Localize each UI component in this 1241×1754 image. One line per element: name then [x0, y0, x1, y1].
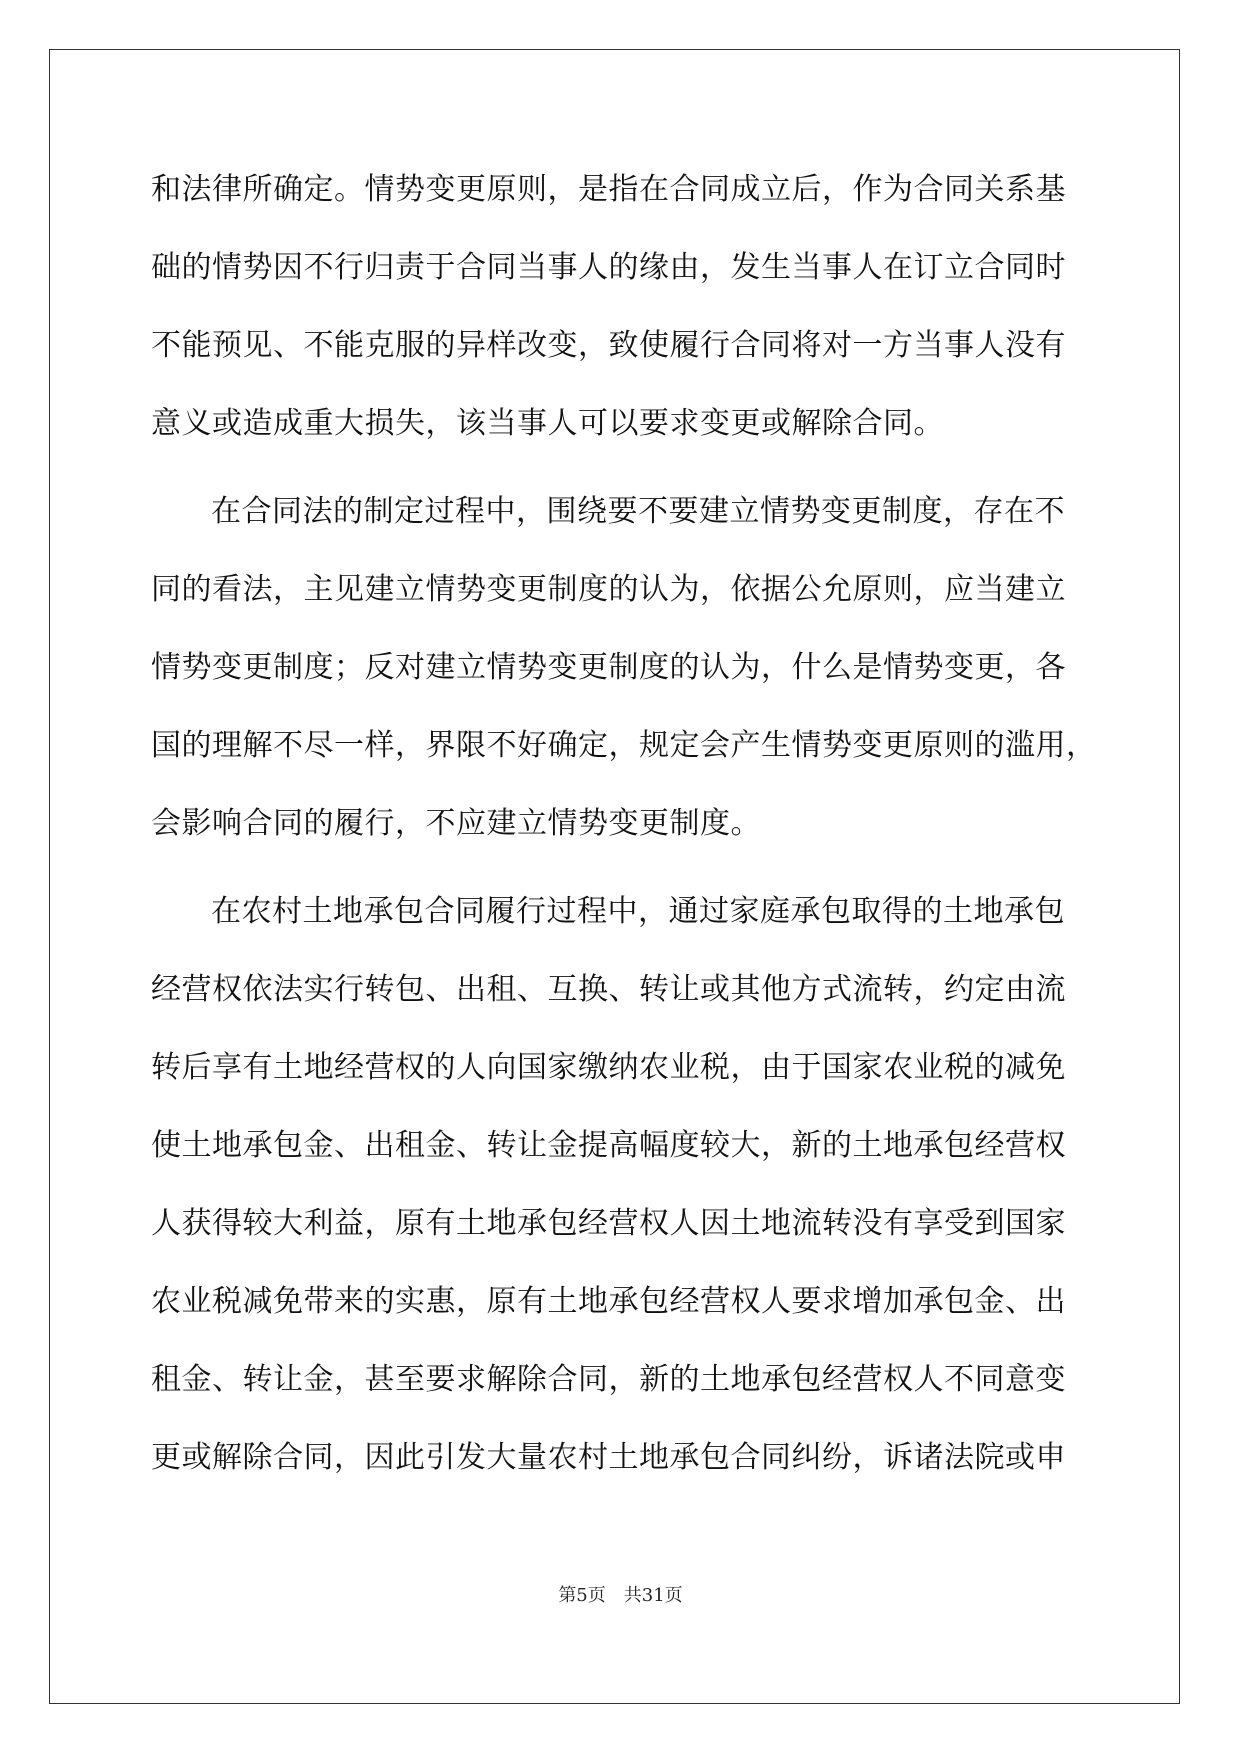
- text-line-13: 使土地承包金、出租金、转让金提高幅度较大，新的土地承包经营权: [151, 1128, 1066, 1163]
- text-line-2: 础的情势因不行归责于合同当事人的缘由，发生当事人在订立合同时: [151, 250, 1066, 285]
- page-number: 第5页: [558, 1585, 606, 1606]
- page-total: 共31页: [623, 1585, 683, 1606]
- text-line-17: 更或解除合同，因此引发大量农村土地承包合同纠纷，诉诸法院或申: [151, 1440, 1066, 1475]
- text-line-4: 意义或造成重大损失，该当事人可以要求变更或解除合同。: [151, 406, 944, 441]
- text-line-3: 不能预见、不能克服的异样改变，致使履行合同将对一方当事人没有: [151, 328, 1066, 363]
- text-line-11: 经营权依法实行转包、出租、互换、转让或其他方式流转，约定由流: [151, 972, 1066, 1007]
- text-line-1: 和法律所确定。情势变更原则，是指在合同成立后，作为合同关系基: [151, 172, 1066, 207]
- text-line-5: 在合同法的制定过程中，围绕要不要建立情势变更制度，存在不: [211, 494, 1065, 529]
- text-line-7: 情势变更制度；反对建立情势变更制度的认为，什么是情势变更，各: [151, 650, 1066, 685]
- text-line-14: 人获得较大利益，原有土地承包经营权人因土地流转没有享受到国家: [151, 1206, 1066, 1241]
- text-line-9: 会影响合同的履行，不应建立情势变更制度。: [151, 806, 761, 841]
- text-line-10: 在农村土地承包合同履行过程中，通过家庭承包取得的土地承包: [211, 894, 1065, 929]
- text-line-8: 国的理解不尽一样，界限不好确定，规定会产生情势变更原则的滥用，: [151, 728, 1097, 763]
- text-line-6: 同的看法，主见建立情势变更制度的认为，依据公允原则，应当建立: [151, 572, 1066, 607]
- text-line-12: 转后享有土地经营权的人向国家缴纳农业税，由于国家农业税的减免: [151, 1050, 1066, 1085]
- text-line-16: 租金、转让金，甚至要求解除合同，新的土地承包经营权人不同意变: [151, 1362, 1066, 1397]
- page-footer: [0, 1584, 1241, 1608]
- text-line-15: 农业税减免带来的实惠，原有土地承包经营权人要求增加承包金、出: [151, 1284, 1066, 1319]
